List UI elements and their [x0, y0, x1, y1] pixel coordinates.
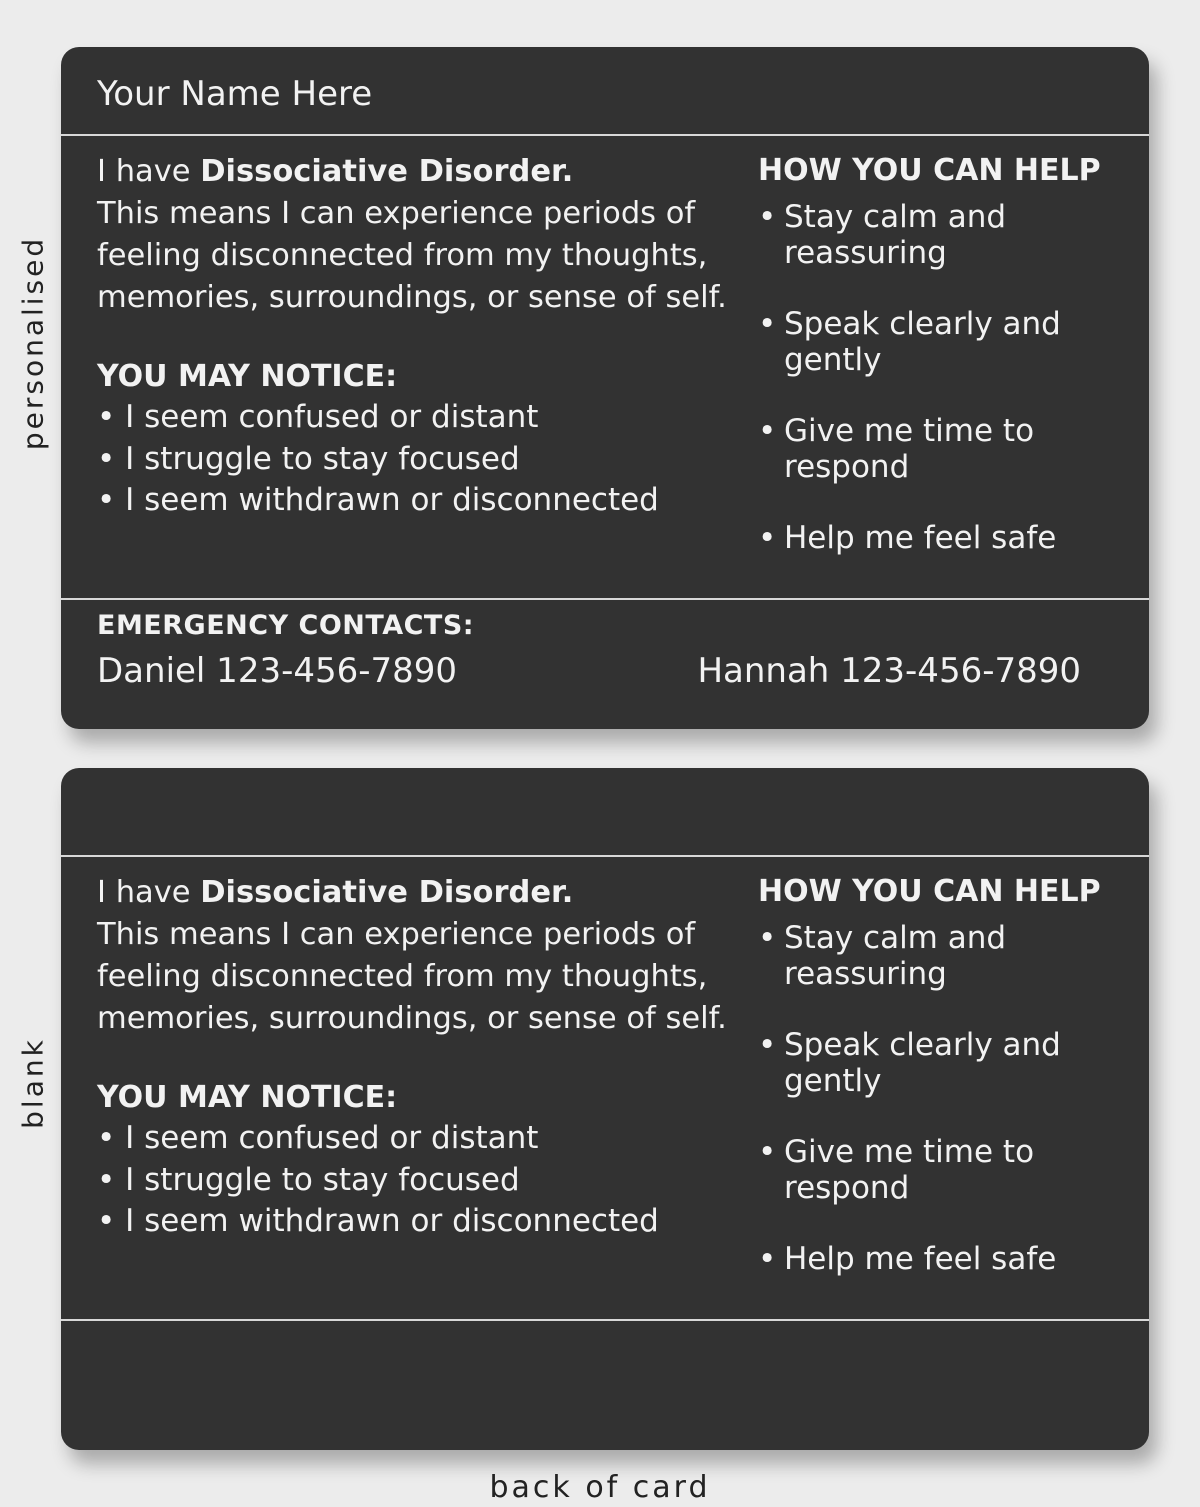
personalised-label: personalised [16, 235, 50, 451]
help-item: • Help me feel safe [758, 1241, 1138, 1277]
help-item: • Stay calm and reassuring [758, 199, 1138, 271]
card-name: Your Name Here [97, 74, 373, 114]
intro-text: I have Dissociative Disorder. This means I can experience periods of feeling disconnected from my thoughts, memories, surroundings, or sense of self. [97, 154, 727, 315]
help-item: • Give me time to respond [758, 413, 1138, 485]
notice-item: • I seem withdrawn or disconnected [97, 482, 659, 518]
notice-item: • I struggle to stay focused [97, 1161, 520, 1198]
help-item: • Help me feel safe [758, 520, 1138, 556]
notice-item: • I seem confused or distant [97, 1120, 539, 1156]
help-item: • Speak clearly and gently [758, 306, 1138, 378]
personalised-card [61, 47, 1149, 729]
help-heading: HOW YOU CAN HELP [758, 874, 1101, 909]
help-list [758, 199, 1138, 556]
help-item: • Give me time to respond [758, 1134, 1138, 1206]
emergency-contact-2: Hannah 123-456-7890 [697, 651, 1081, 691]
blank-label: blank [16, 1037, 50, 1129]
notice-list [97, 397, 737, 522]
blank-card [61, 768, 1149, 1450]
footer-divider [61, 1319, 1149, 1321]
help-section [758, 872, 1138, 1312]
card-description [97, 151, 737, 522]
condition-name: Dissociative Disorder. [200, 154, 574, 189]
footer-divider [61, 598, 1149, 600]
card-description [97, 872, 737, 1243]
emergency-contact-1: Daniel 123-456-7890 [97, 651, 458, 691]
help-item: • Stay calm and reassuring [758, 920, 1138, 992]
help-heading: HOW YOU CAN HELP [758, 153, 1101, 188]
notice-list [97, 1118, 737, 1243]
back-of-card-label: back of card [489, 1470, 711, 1505]
help-section [758, 151, 1138, 591]
notice-heading: YOU MAY NOTICE: [97, 359, 398, 394]
notice-item: • I seem confused or distant [97, 399, 539, 435]
notice-item: • I seem withdrawn or disconnected [97, 1203, 659, 1239]
condition-name: Dissociative Disorder. [200, 875, 574, 910]
notice-item: • I struggle to stay focused [97, 440, 520, 477]
emergency-heading: EMERGENCY CONTACTS: [97, 610, 475, 641]
notice-heading: YOU MAY NOTICE: [97, 1080, 398, 1115]
intro-text: I have Dissociative Disorder. This means I can experience periods of feeling disconnected from my thoughts, memories, surroundings, or sense of self. [97, 875, 727, 1036]
card-header [61, 768, 1149, 857]
help-list [758, 920, 1138, 1277]
help-item: • Speak clearly and gently [758, 1027, 1138, 1099]
card-header [61, 47, 1149, 136]
